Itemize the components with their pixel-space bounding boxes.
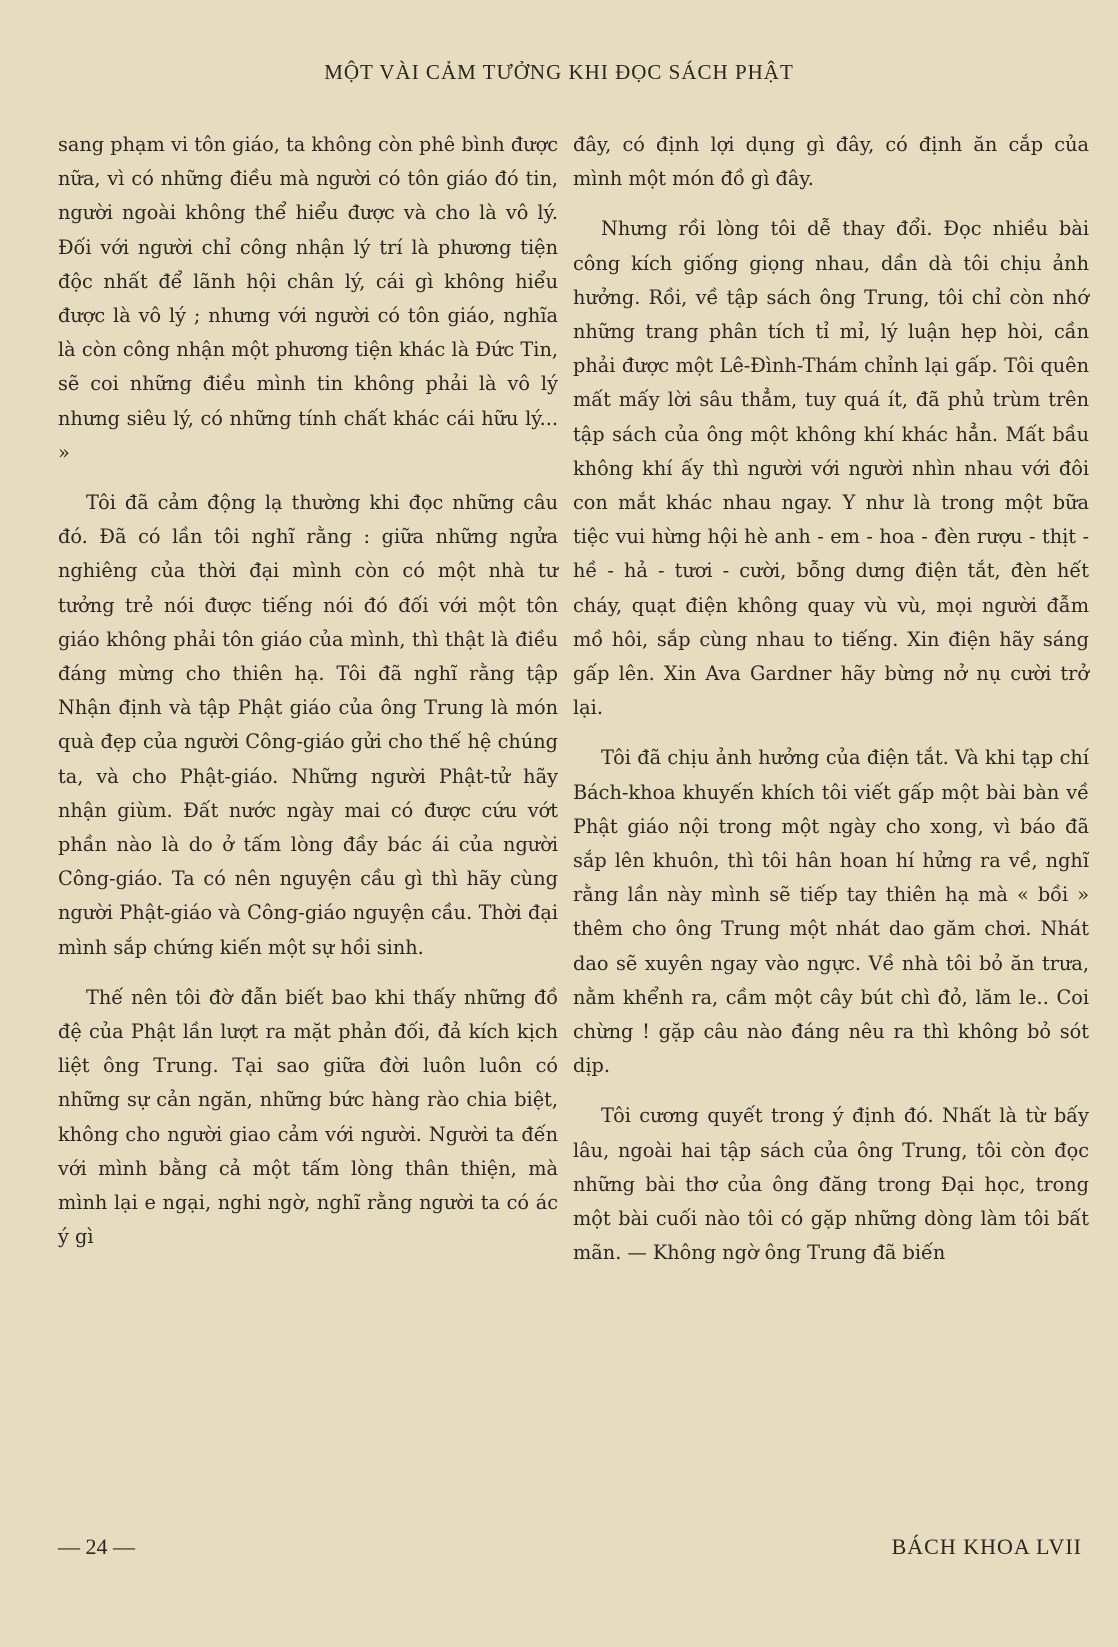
- left-column: [58, 128, 558, 1271]
- paragraph: Thế nên tôi đờ đẫn biết bao khi thấy những đồ đệ của Phật lần lượt ra mặt phản đối, đả kích kịch liệt ông Trung. Tại sao giữa đời luôn luôn có những sự cản ngăn, những bức hàng rào chia biệt, không cho người giao cảm với người. Người ta đến với mình bằng cả một tấm lòng thân thiện, mà mình lại e ngại, nghi ngờ, nghĩ rằng người ta có ác ý gì: [58, 985, 558, 1249]
- paragraph: sang phạm vi tôn giáo, ta không còn phê bình được nữa, vì có những điều mà người có tôn giáo đó tin, người ngoài không thể hiểu được và cho là vô lý. Đối với người chỉ công nhận lý trí là phương tiện độc nhất để lãnh hội chân lý, cái gì không hiểu được là vô lý ; nhưng với người có tôn giáo, nghĩa là còn công nhận một phương tiện khác là Đức Tin, sẽ coi những điều mình tin không phải là vô lý nhưng siêu lý, có những tính chất khác cái hữu lý... »: [58, 133, 558, 464]
- right-column: [573, 128, 1089, 1287]
- paragraph: Tôi cương quyết trong ý định đó. Nhất là từ bấy lâu, ngoài hai tập sách của ông Trung, tôi còn đọc những bài thơ của ông đăng trong Đại học, trong một bài cuối nào tôi có gặp những dòng làm tôi bất mãn. — Không ngờ ông Trung đã biến: [573, 1104, 1089, 1265]
- running-title: MỘT VÀI CẢM TƯỞNG KHI ĐỌC SÁCH PHẬT: [324, 60, 794, 84]
- paragraph: đây, có định lợi dụng gì đây, có định ăn cắp của mình một món đồ gì đây.: [573, 133, 1089, 191]
- paragraph: Tôi đã cảm động lạ thường khi đọc những câu đó. Đã có lần tôi nghĩ rằng : giữa những ngửa nghiêng của thời đại mình còn có một nhà tư tưởng trẻ nói được tiếng nói đó đối với một tôn giáo không phải tôn giáo của mình, thì thật là điều đáng mừng cho thiên hạ. Tôi đã nghĩ rằng tập Nhận định và tập Phật giáo của ông Trung là món quà đẹp của người Công-giáo gửi cho thế hệ chúng ta, và cho Phật-giáo. Những người Phật-tử hãy nhận giùm. Đất nước ngày mai có được cứu vớt phần nào là do ở tấm lòng đầy bác ái của người Công-giáo. Ta có nên nguyện cầu gì thì hãy cùng người Phật-giáo và Công-giáo nguyện cầu. Thời đại mình sắp chứng kiến một sự hồi sinh.: [58, 491, 558, 959]
- page-number: — 24 —: [58, 1534, 135, 1559]
- magazine-name: BÁCH KHOA LVII: [891, 1534, 1082, 1559]
- paragraph: Tôi đã chịu ảnh hưởng của điện tắt. Và khi tạp chí Bách-khoa khuyến khích tôi viết gấp một bài bàn về Phật giáo nội trong một ngày cho xong, vì báo đã sắp lên khuôn, thì tôi hân hoan hí hửng ra về, nghĩ rằng lần này mình sẽ tiếp tay thiên hạ mà « bồi » thêm cho ông Trung một nhát dao găm chơi. Nhát dao sẽ xuyên ngay vào ngực. Về nhà tôi bỏ ăn trưa, nằm khểnh ra, cầm một cây bút chì đỏ, lăm le.. Coi chừng ! gặp câu nào đáng nêu ra thì không bỏ sót dịp.: [573, 746, 1089, 1078]
- paragraph: Nhưng rồi lòng tôi dễ thay đổi. Đọc nhiều bài công kích giống giọng nhau, dần dà tôi chịu ảnh hưởng. Rồi, về tập sách ông Trung, tôi chỉ còn nhớ những trang phân tích tỉ mỉ, lý luận hẹp hòi, cần phải được một Lê-Đình-Thám chỉnh lại gấp. Tôi quên mất mấy lời sâu thẳm, tuy quá ít, đã phủ trùm trên tập sách của ông một không khí khác hẳn. Mất bầu không khí ấy thì người với người nhìn nhau với đôi con mắt khác nhau ngay. Y như là trong một bữa tiệc vui hừng hội hè anh - em - hoa - đèn rượu - thịt - hề - hả - tươi - cười, bỗng dưng điện tắt, đèn hết cháy, quạt điện không quay vù vù, mọi người đẫm mồ hôi, sắp cùng nhau to tiếng. Xin điện hãy sáng gấp lên. Xin Ava Gardner hãy bừng nở nụ cười trở lại.: [573, 217, 1089, 720]
